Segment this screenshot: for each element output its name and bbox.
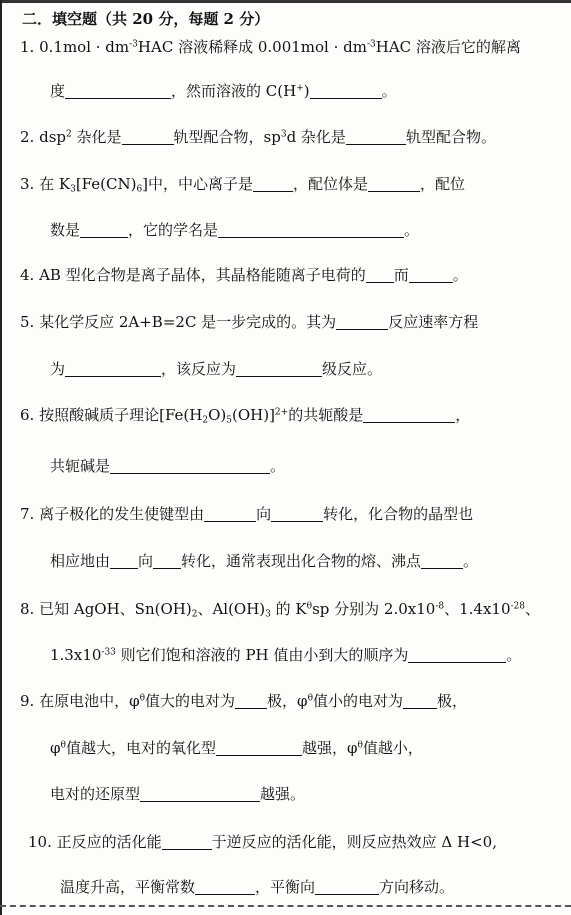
question-6-line-1: 6. 按照酸碱质子理论$[Fe(H_2O)_5(OH)]^{2+}$的共轭酸是 ，	[20, 406, 471, 426]
question-7-line-1: 7. 离子极化的发生使键型由 向 转化，化合物的晶型也	[20, 505, 474, 523]
question-1-line-1: 1. $0.1mol \cdot dm^{-3}HAC$ 溶液稀释成 $0.001mol \cdot dm^{-3}HAC$ 溶液后它的解离	[20, 38, 521, 56]
question-6-line-2: 共轭碱是 。	[50, 457, 286, 475]
answer-blank[interactable]	[162, 834, 212, 850]
answer-blank[interactable]	[363, 407, 455, 423]
answer-blank[interactable]	[408, 647, 506, 663]
question-10-line-1: 10. 正反应的活化能 于逆反应的活化能，则反应热效应 Δ H<0,	[28, 833, 497, 851]
answer-blank[interactable]	[195, 879, 255, 895]
answer-blank[interactable]	[310, 83, 382, 99]
answer-blank[interactable]	[65, 83, 171, 99]
answer-blank[interactable]	[271, 506, 323, 522]
question-number: 2.	[20, 128, 35, 146]
answer-blank[interactable]	[235, 693, 267, 709]
top-border	[0, 0, 571, 3]
answer-blank[interactable]	[315, 879, 379, 895]
answer-blank[interactable]	[368, 176, 420, 192]
question-3-line-1: 3. 在 $K_3[Fe(CN)_6]$中，中心离子是 ，配位体是 ，配位	[20, 175, 466, 195]
bottom-border	[0, 905, 571, 909]
question-number: 8.	[20, 600, 35, 618]
question-4-line-1: 4. AB 型化合物是离子晶体，其晶格能随离子电荷的 而 。	[20, 266, 468, 284]
question-3-line-2: 数是 ，它的学名是 。	[50, 221, 420, 239]
question-number: 10.	[28, 833, 52, 851]
answer-blank[interactable]	[236, 361, 322, 377]
question-1-line-2: 度 ，然而溶液的 C(H+) 。	[50, 82, 397, 100]
left-border	[0, 0, 2, 915]
answer-blank[interactable]	[65, 361, 161, 377]
answer-blank[interactable]	[253, 176, 293, 192]
question-9-line-2: $\varphi^\theta$值越大，电对的氧化型 越强，$\varphi^\theta$值越小，	[50, 739, 423, 757]
answer-blank[interactable]	[218, 222, 404, 238]
answer-blank[interactable]	[153, 553, 181, 569]
question-10-line-2: 温度升高，平衡常数 ，平衡向 方向移动。	[60, 878, 455, 896]
answer-blank[interactable]	[216, 740, 302, 756]
answer-blank[interactable]	[421, 553, 463, 569]
answer-blank[interactable]	[80, 222, 128, 238]
question-5-line-1: 5. 某化学反应 2A+B=2C 是一步完成的。其为 反应速率方程	[20, 313, 479, 331]
question-7-line-2: 相应地由 向 转化，通常表现出化合物的熔、沸点 。	[50, 552, 479, 570]
question-number: 1.	[20, 38, 35, 56]
answer-blank[interactable]	[204, 506, 256, 522]
answer-blank[interactable]	[122, 129, 174, 145]
answer-blank[interactable]	[346, 129, 406, 145]
question-2-line-1: 2. dsp$^2$ 杂化是 轨型配合物，$sp^3d$ 杂化是 轨型配合物。	[20, 128, 496, 146]
question-8-line-1: 8. 已知 AgOH、$Sn(OH)_2$、$Al(OH)_3$ 的 $K^\theta sp$ 分别为 $2.0x10^{-8}$、$1.4x10^{-28}$、	[20, 600, 541, 620]
question-number: 7.	[20, 505, 35, 523]
answer-blank[interactable]	[403, 693, 437, 709]
answer-blank[interactable]	[110, 553, 138, 569]
question-5-line-2: 为 ，该反应为 级反应。	[50, 360, 383, 378]
answer-blank[interactable]	[366, 267, 394, 283]
answer-blank[interactable]	[140, 786, 260, 802]
question-9-line-3: 电对的还原型 越强。	[50, 785, 306, 803]
section-title: 二．填空题（共 20 分，每题 2 分）	[22, 10, 270, 28]
question-number: 4.	[20, 266, 35, 284]
question-number: 6.	[20, 406, 35, 424]
question-number: 9.	[20, 692, 35, 710]
answer-blank[interactable]	[336, 314, 388, 330]
answer-blank[interactable]	[409, 267, 453, 283]
answer-blank[interactable]	[110, 458, 270, 474]
question-8-line-2: $1.3x10^{-33}$ 则它们饱和溶液的 PH 值由小到大的顺序为 。	[50, 646, 522, 664]
question-number: 5.	[20, 313, 35, 331]
question-number: 3.	[20, 175, 35, 193]
question-9-line-1: 9. 在原电池中，$\varphi^\theta$值大的电对为 极，$\varphi^\theta$值小的电对为 极，	[20, 692, 468, 710]
